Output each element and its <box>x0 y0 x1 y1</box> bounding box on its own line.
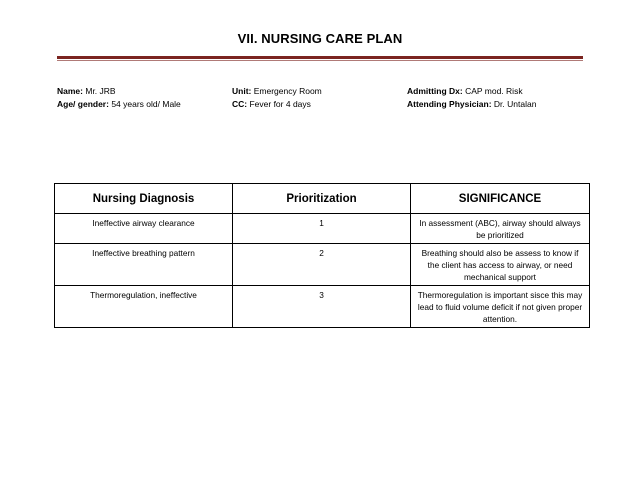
age-gender-value: 54 years old/ Male <box>111 99 181 109</box>
admitting-dx-label: Admitting Dx: <box>407 86 463 96</box>
patient-unit <box>232 85 322 98</box>
admitting-dx-value: CAP mod. Risk <box>465 86 523 96</box>
unit-value: Emergency Room <box>253 86 322 96</box>
page-title: VII. NURSING CARE PLAN <box>237 31 403 46</box>
cc-value: Fever for 4 days <box>249 99 311 109</box>
patient-chief-complaint <box>232 98 311 111</box>
attending-value: Dr. Untalan <box>493 99 537 109</box>
table-row <box>55 244 590 286</box>
cc-label: CC: <box>232 99 248 109</box>
priority-cell: 1 <box>233 214 411 244</box>
unit-label: Unit: <box>232 86 252 96</box>
attending-label: Attending Physician: <box>407 99 492 109</box>
attending-physician <box>407 98 536 111</box>
table-header-row <box>55 184 590 214</box>
admitting-diagnosis <box>407 85 523 98</box>
name-label: Name: <box>57 86 83 96</box>
significance-cell: Breathing should also be assess to know if the client has access to airway, or need mechanical support <box>411 244 590 286</box>
priority-cell: 3 <box>233 286 411 328</box>
patient-name <box>57 85 116 98</box>
care-plan-table <box>54 183 590 328</box>
diagnosis-cell: Ineffective breathing pattern <box>55 244 233 286</box>
table-row <box>55 286 590 328</box>
header-prioritization: Prioritization <box>233 184 411 214</box>
priority-cell: 2 <box>233 244 411 286</box>
title-divider <box>57 56 583 59</box>
diagnosis-cell: Thermoregulation, ineffective <box>55 286 233 328</box>
header-significance: SIGNIFICANCE <box>411 184 590 214</box>
diagnosis-cell: Ineffective airway clearance <box>55 214 233 244</box>
table-row <box>55 214 590 244</box>
name-value: Mr. JRB <box>85 86 116 96</box>
title-divider-thin <box>57 60 583 61</box>
significance-cell: In assessment (ABC), airway should always be prioritized <box>411 214 590 244</box>
significance-cell: Thermoregulation is important sisce this may lead to fluid volume deficit if not given proper attention. <box>411 286 590 328</box>
patient-age-gender <box>57 98 181 111</box>
age-gender-label: Age/ gender: <box>57 99 109 109</box>
header-nursing-diagnosis: Nursing Diagnosis <box>55 184 233 214</box>
